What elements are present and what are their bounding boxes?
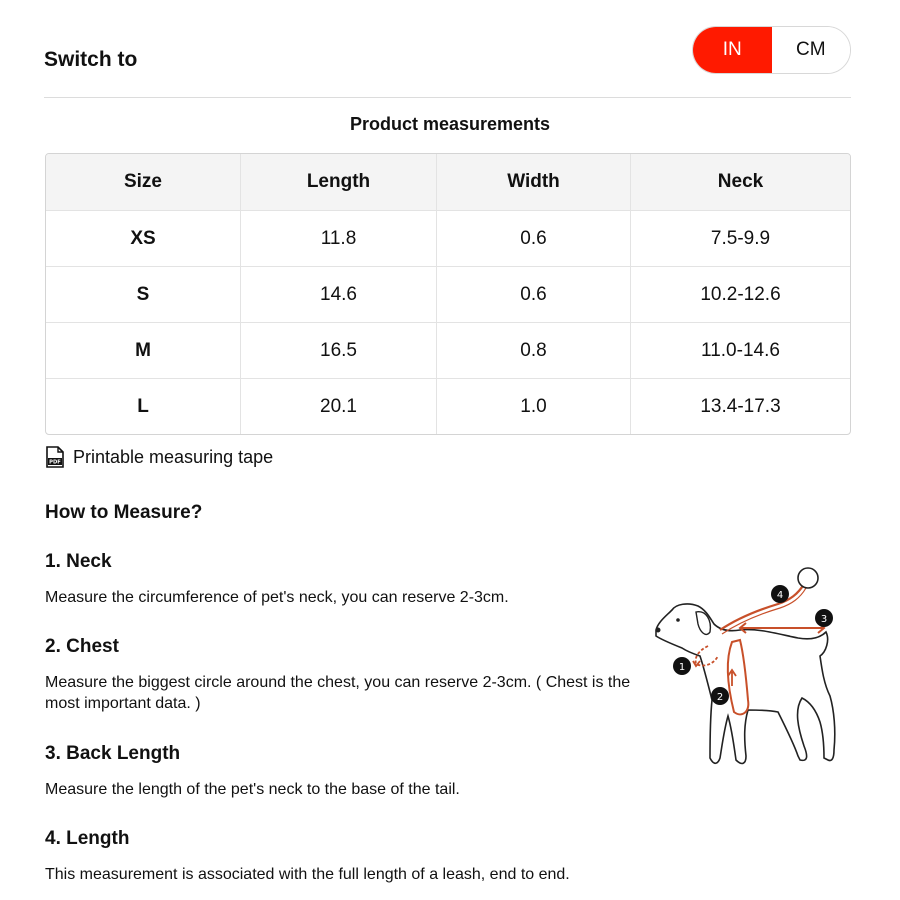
section-neck	[45, 551, 635, 608]
section-title: 3. Back Length	[45, 743, 181, 764]
size-cell: S	[136, 283, 150, 305]
table-header-row	[46, 154, 850, 210]
neck-cell: 13.4-17.3	[630, 379, 850, 434]
neck-cell: 11.0-14.6	[630, 323, 850, 378]
marker-3-label: 3	[820, 614, 828, 625]
length-cell: 16.5	[240, 323, 436, 378]
section-length	[45, 828, 635, 885]
section-body: This measurement is associated with the full length of a leash, end to end.	[45, 866, 570, 883]
section-body: Measure the circumference of pet's neck, you can reserve 2-3cm.	[45, 589, 509, 606]
leash-line	[720, 584, 804, 630]
length-cell: 20.1	[240, 379, 436, 434]
unit-in-button[interactable]: IN	[693, 27, 772, 73]
unit-cm-button[interactable]: CM	[772, 27, 851, 73]
table-row	[46, 322, 850, 378]
width-cell: 0.6	[436, 211, 630, 266]
neck-cell: 10.2-12.6	[630, 267, 850, 322]
marker-2-label: 2	[716, 692, 724, 703]
size-cell: XS	[130, 227, 156, 249]
size-table	[45, 153, 851, 435]
marker-1-label: 1	[678, 662, 686, 673]
length-cell: 11.8	[240, 211, 436, 266]
marker-4-label: 4	[776, 590, 784, 601]
table-row	[46, 210, 850, 266]
width-cell: 1.0	[436, 379, 630, 434]
how-to-measure-title: How to Measure?	[45, 502, 203, 523]
neck-cell: 7.5-9.9	[630, 211, 850, 266]
column-header-length: Length	[240, 154, 436, 210]
switch-to-label: Switch to	[44, 48, 138, 71]
size-cell: M	[135, 339, 151, 361]
section-back-length	[45, 743, 635, 800]
column-header-width: Width	[436, 154, 630, 210]
section-title: 1. Neck	[45, 551, 112, 572]
unit-toggle	[692, 26, 851, 74]
table-title: Product measurements	[349, 114, 551, 134]
printable-measuring-tape-link[interactable]	[45, 446, 273, 468]
section-title: 4. Length	[45, 828, 130, 849]
width-cell: 0.6	[436, 267, 630, 322]
section-title: 2. Chest	[45, 636, 119, 657]
column-header-size: Size	[123, 171, 163, 192]
dog-measurement-illustration	[648, 560, 848, 775]
printable-label: Printable measuring tape	[73, 446, 274, 467]
leash-handle	[798, 568, 818, 588]
length-cell: 14.6	[240, 267, 436, 322]
pdf-icon	[45, 446, 65, 468]
width-cell: 0.8	[436, 323, 630, 378]
table-row	[46, 378, 850, 434]
table-row	[46, 266, 850, 322]
size-cell: L	[137, 395, 149, 417]
section-body: Measure the length of the pet's neck to the base of the tail.	[45, 781, 460, 798]
svg-text:PDF: PDF	[49, 459, 61, 466]
header	[44, 26, 851, 98]
column-header-neck: Neck	[630, 154, 850, 210]
section-chest	[45, 636, 635, 714]
section-body: Measure the biggest circle around the chest, you can reserve 2-3cm. ( Chest is the most important data. )	[45, 674, 631, 712]
